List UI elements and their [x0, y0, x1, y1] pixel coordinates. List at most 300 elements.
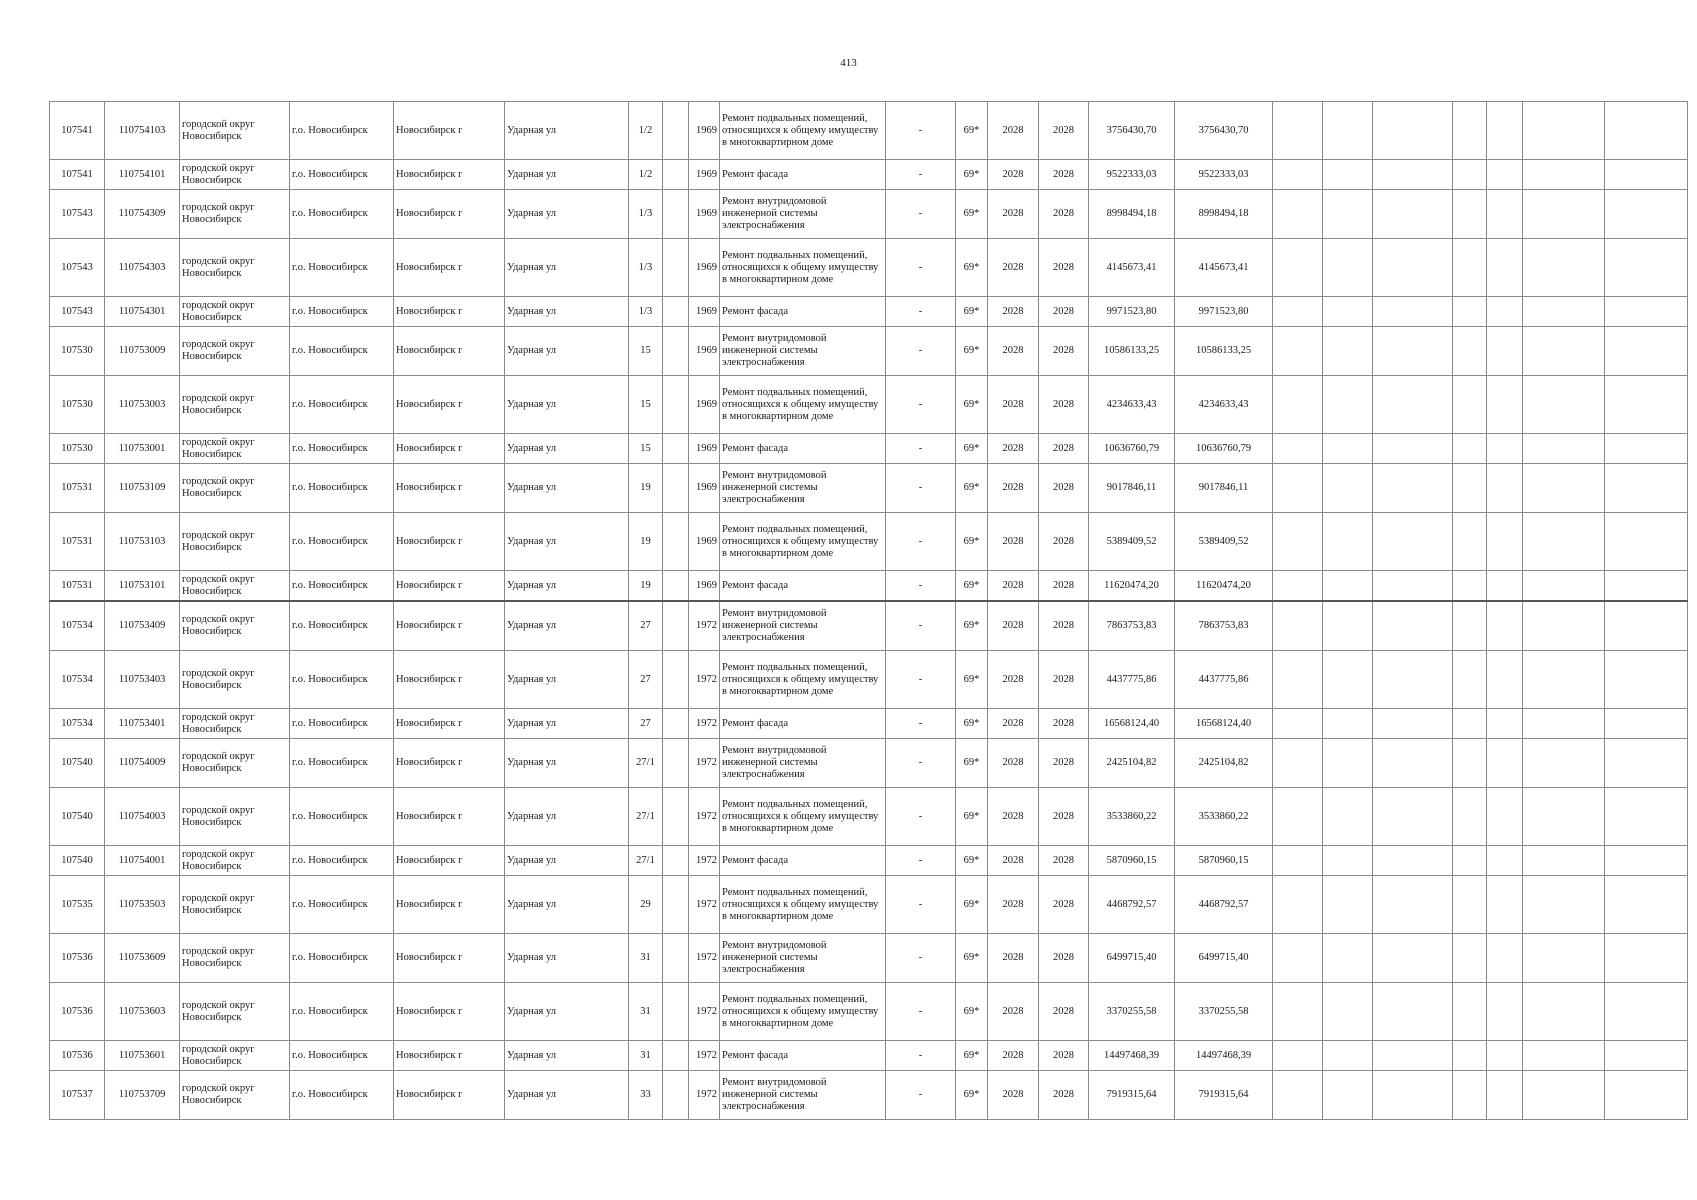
empty-cell [1523, 327, 1605, 376]
empty-cell [1523, 983, 1605, 1041]
element-id-cell: 110754001 [105, 846, 180, 876]
year-to-cell: 2028 [1039, 876, 1089, 934]
code-cell: 69* [956, 160, 988, 190]
cost-total-cell: 10636760,79 [1089, 434, 1175, 464]
element-id-cell: 110753603 [105, 983, 180, 1041]
municipality-cell: городской округ Новосибирск [180, 513, 290, 571]
empty-cell [1605, 434, 1688, 464]
empty-cell [1323, 876, 1373, 934]
municipality-cell: городской округ Новосибирск [180, 190, 290, 239]
table-row [50, 297, 1688, 327]
house-cell: 27/1 [629, 739, 663, 788]
cost-total-cell: 9017846,11 [1089, 464, 1175, 513]
year-to-cell: 2028 [1039, 846, 1089, 876]
settlement-cell: Новосибирск г [394, 376, 505, 434]
table-body [50, 102, 1688, 1120]
house-cell: 19 [629, 513, 663, 571]
element-id-cell: 110753003 [105, 376, 180, 434]
dash-cell: - [886, 571, 956, 602]
empty-cell [1373, 434, 1453, 464]
settlement-short-cell: г.о. Новосибирск [290, 788, 394, 846]
dash-cell: - [886, 102, 956, 160]
reg-id-cell: 107543 [50, 190, 105, 239]
year-from-cell: 2028 [988, 709, 1039, 739]
cost-regional-cell: 9017846,11 [1175, 464, 1273, 513]
element-id-cell: 110754009 [105, 739, 180, 788]
code-cell: 69* [956, 601, 988, 651]
empty-cell [663, 297, 689, 327]
empty-cell [1523, 464, 1605, 513]
house-cell: 19 [629, 571, 663, 602]
work-type-cell: Ремонт внутридомовой инженерной системы электроснабжения [720, 1071, 886, 1120]
settlement-short-cell: г.о. Новосибирск [290, 651, 394, 709]
empty-cell [1453, 160, 1487, 190]
settlement-cell: Новосибирск г [394, 651, 505, 709]
cost-total-cell: 3756430,70 [1089, 102, 1175, 160]
reg-id-cell: 107535 [50, 876, 105, 934]
empty-cell [1487, 846, 1523, 876]
street-cell: Ударная ул [505, 102, 629, 160]
empty-cell [1273, 160, 1323, 190]
empty-cell [1523, 709, 1605, 739]
work-type-cell: Ремонт фасада [720, 571, 886, 602]
empty-cell [1373, 190, 1453, 239]
house-cell: 31 [629, 1041, 663, 1071]
empty-cell [1453, 571, 1487, 602]
house-cell: 15 [629, 434, 663, 464]
dash-cell: - [886, 788, 956, 846]
year-to-cell: 2028 [1039, 327, 1089, 376]
settlement-short-cell: г.о. Новосибирск [290, 434, 394, 464]
reg-id-cell: 107530 [50, 434, 105, 464]
empty-cell [663, 739, 689, 788]
element-id-cell: 110754303 [105, 239, 180, 297]
empty-cell [1523, 651, 1605, 709]
municipality-cell: городской округ Новосибирск [180, 709, 290, 739]
cost-total-cell: 3370255,58 [1089, 983, 1175, 1041]
year-from-cell: 2028 [988, 297, 1039, 327]
cost-total-cell: 7919315,64 [1089, 1071, 1175, 1120]
empty-cell [1273, 464, 1323, 513]
municipality-cell: городской округ Новосибирск [180, 788, 290, 846]
settlement-short-cell: г.о. Новосибирск [290, 376, 394, 434]
table-row [50, 846, 1688, 876]
empty-cell [1453, 983, 1487, 1041]
municipality-cell: городской округ Новосибирск [180, 739, 290, 788]
year-built-cell: 1969 [689, 327, 720, 376]
empty-cell [1453, 513, 1487, 571]
empty-cell [1323, 297, 1373, 327]
municipality-cell: городской округ Новосибирск [180, 297, 290, 327]
empty-cell [663, 709, 689, 739]
settlement-cell: Новосибирск г [394, 601, 505, 651]
house-cell: 1/2 [629, 102, 663, 160]
year-to-cell: 2028 [1039, 160, 1089, 190]
street-cell: Ударная ул [505, 513, 629, 571]
year-from-cell: 2028 [988, 102, 1039, 160]
year-built-cell: 1969 [689, 160, 720, 190]
year-to-cell: 2028 [1039, 934, 1089, 983]
empty-cell [663, 434, 689, 464]
cost-total-cell: 6499715,40 [1089, 934, 1175, 983]
year-from-cell: 2028 [988, 876, 1039, 934]
empty-cell [1273, 376, 1323, 434]
empty-cell [1323, 434, 1373, 464]
reg-id-cell: 107540 [50, 788, 105, 846]
year-built-cell: 1969 [689, 464, 720, 513]
empty-cell [1605, 376, 1688, 434]
empty-cell [1323, 651, 1373, 709]
empty-cell [663, 651, 689, 709]
dash-cell: - [886, 239, 956, 297]
table-row [50, 327, 1688, 376]
cost-regional-cell: 10586133,25 [1175, 327, 1273, 376]
year-from-cell: 2028 [988, 160, 1039, 190]
municipality-cell: городской округ Новосибирск [180, 876, 290, 934]
code-cell: 69* [956, 709, 988, 739]
table-row [50, 739, 1688, 788]
cost-regional-cell: 14497468,39 [1175, 1041, 1273, 1071]
empty-cell [1323, 190, 1373, 239]
year-built-cell: 1972 [689, 876, 720, 934]
street-cell: Ударная ул [505, 876, 629, 934]
work-type-cell: Ремонт подвальных помещений, относящихся к общему имуществу в многоквартирном доме [720, 513, 886, 571]
house-cell: 29 [629, 876, 663, 934]
element-id-cell: 110754003 [105, 788, 180, 846]
empty-cell [1273, 327, 1323, 376]
empty-cell [1323, 934, 1373, 983]
dash-cell: - [886, 983, 956, 1041]
empty-cell [1487, 601, 1523, 651]
empty-cell [1273, 102, 1323, 160]
empty-cell [1373, 788, 1453, 846]
settlement-cell: Новосибирск г [394, 934, 505, 983]
year-from-cell: 2028 [988, 983, 1039, 1041]
street-cell: Ударная ул [505, 601, 629, 651]
street-cell: Ударная ул [505, 651, 629, 709]
empty-cell [1605, 788, 1688, 846]
street-cell: Ударная ул [505, 297, 629, 327]
house-cell: 27/1 [629, 846, 663, 876]
table-row [50, 1041, 1688, 1071]
code-cell: 69* [956, 513, 988, 571]
street-cell: Ударная ул [505, 934, 629, 983]
empty-cell [1605, 190, 1688, 239]
settlement-short-cell: г.о. Новосибирск [290, 464, 394, 513]
empty-cell [663, 327, 689, 376]
code-cell: 69* [956, 876, 988, 934]
settlement-cell: Новосибирск г [394, 983, 505, 1041]
empty-cell [663, 983, 689, 1041]
municipality-cell: городской округ Новосибирск [180, 983, 290, 1041]
house-cell: 15 [629, 376, 663, 434]
year-to-cell: 2028 [1039, 239, 1089, 297]
year-built-cell: 1972 [689, 601, 720, 651]
empty-cell [663, 788, 689, 846]
empty-cell [1487, 571, 1523, 602]
year-to-cell: 2028 [1039, 739, 1089, 788]
municipality-cell: городской округ Новосибирск [180, 651, 290, 709]
year-from-cell: 2028 [988, 788, 1039, 846]
code-cell: 69* [956, 788, 988, 846]
work-type-cell: Ремонт фасада [720, 160, 886, 190]
settlement-short-cell: г.о. Новосибирск [290, 513, 394, 571]
empty-cell [1373, 1041, 1453, 1071]
year-to-cell: 2028 [1039, 434, 1089, 464]
settlement-short-cell: г.о. Новосибирск [290, 601, 394, 651]
empty-cell [1323, 709, 1373, 739]
element-id-cell: 110754101 [105, 160, 180, 190]
element-id-cell: 110753403 [105, 651, 180, 709]
settlement-cell: Новосибирск г [394, 297, 505, 327]
empty-cell [1453, 876, 1487, 934]
table-row [50, 239, 1688, 297]
empty-cell [1453, 297, 1487, 327]
element-id-cell: 110753709 [105, 1071, 180, 1120]
code-cell: 69* [956, 376, 988, 434]
empty-cell [1323, 571, 1373, 602]
settlement-cell: Новосибирск г [394, 434, 505, 464]
page-number: 413 [840, 57, 857, 69]
reg-id-cell: 107536 [50, 1041, 105, 1071]
empty-cell [1273, 739, 1323, 788]
dash-cell: - [886, 651, 956, 709]
empty-cell [1373, 601, 1453, 651]
empty-cell [1273, 434, 1323, 464]
street-cell: Ударная ул [505, 983, 629, 1041]
table-row [50, 464, 1688, 513]
empty-cell [1373, 651, 1453, 709]
dash-cell: - [886, 160, 956, 190]
empty-cell [1323, 739, 1373, 788]
element-id-cell: 110753009 [105, 327, 180, 376]
empty-cell [1273, 1071, 1323, 1120]
work-type-cell: Ремонт подвальных помещений, относящихся к общему имуществу в многоквартирном доме [720, 102, 886, 160]
street-cell: Ударная ул [505, 434, 629, 464]
year-built-cell: 1972 [689, 651, 720, 709]
year-built-cell: 1972 [689, 788, 720, 846]
cost-regional-cell: 3370255,58 [1175, 983, 1273, 1041]
cost-total-cell: 9522333,03 [1089, 160, 1175, 190]
settlement-cell: Новосибирск г [394, 102, 505, 160]
empty-cell [1323, 376, 1373, 434]
element-id-cell: 110753601 [105, 1041, 180, 1071]
empty-cell [1487, 190, 1523, 239]
cost-total-cell: 10586133,25 [1089, 327, 1175, 376]
street-cell: Ударная ул [505, 1041, 629, 1071]
empty-cell [1323, 327, 1373, 376]
cost-regional-cell: 6499715,40 [1175, 934, 1273, 983]
empty-cell [1523, 1041, 1605, 1071]
empty-cell [1373, 297, 1453, 327]
municipality-cell: городской округ Новосибирск [180, 102, 290, 160]
street-cell: Ударная ул [505, 327, 629, 376]
empty-cell [1453, 327, 1487, 376]
reg-id-cell: 107540 [50, 846, 105, 876]
year-to-cell: 2028 [1039, 571, 1089, 602]
year-to-cell: 2028 [1039, 1041, 1089, 1071]
dash-cell: - [886, 1041, 956, 1071]
year-from-cell: 2028 [988, 1041, 1039, 1071]
year-to-cell: 2028 [1039, 983, 1089, 1041]
settlement-short-cell: г.о. Новосибирск [290, 876, 394, 934]
element-id-cell: 110753503 [105, 876, 180, 934]
settlement-cell: Новосибирск г [394, 513, 505, 571]
municipality-cell: городской округ Новосибирск [180, 464, 290, 513]
empty-cell [1605, 571, 1688, 602]
year-from-cell: 2028 [988, 934, 1039, 983]
table-row [50, 160, 1688, 190]
empty-cell [1487, 709, 1523, 739]
reg-id-cell: 107534 [50, 709, 105, 739]
empty-cell [1373, 327, 1453, 376]
settlement-short-cell: г.о. Новосибирск [290, 983, 394, 1041]
empty-cell [1373, 1071, 1453, 1120]
code-cell: 69* [956, 102, 988, 160]
empty-cell [1605, 739, 1688, 788]
street-cell: Ударная ул [505, 709, 629, 739]
year-from-cell: 2028 [988, 601, 1039, 651]
empty-cell [1487, 376, 1523, 434]
empty-cell [1273, 190, 1323, 239]
dash-cell: - [886, 190, 956, 239]
empty-cell [1523, 297, 1605, 327]
empty-cell [1605, 464, 1688, 513]
empty-cell [1453, 846, 1487, 876]
empty-cell [1605, 876, 1688, 934]
empty-cell [663, 571, 689, 602]
empty-cell [663, 876, 689, 934]
settlement-cell: Новосибирск г [394, 876, 505, 934]
empty-cell [1523, 846, 1605, 876]
year-built-cell: 1972 [689, 1071, 720, 1120]
year-to-cell: 2028 [1039, 464, 1089, 513]
settlement-short-cell: г.о. Новосибирск [290, 709, 394, 739]
empty-cell [1523, 190, 1605, 239]
work-type-cell: Ремонт подвальных помещений, относящихся к общему имуществу в многоквартирном доме [720, 876, 886, 934]
cost-total-cell: 4468792,57 [1089, 876, 1175, 934]
empty-cell [1273, 513, 1323, 571]
year-to-cell: 2028 [1039, 651, 1089, 709]
cost-total-cell: 16568124,40 [1089, 709, 1175, 739]
cost-total-cell: 11620474,20 [1089, 571, 1175, 602]
empty-cell [1487, 934, 1523, 983]
empty-cell [663, 376, 689, 434]
year-to-cell: 2028 [1039, 376, 1089, 434]
table-row [50, 571, 1688, 602]
reg-id-cell: 107541 [50, 160, 105, 190]
work-type-cell: Ремонт фасада [720, 434, 886, 464]
cost-total-cell: 4437775,86 [1089, 651, 1175, 709]
year-built-cell: 1969 [689, 297, 720, 327]
empty-cell [1523, 601, 1605, 651]
year-from-cell: 2028 [988, 571, 1039, 602]
empty-cell [1323, 601, 1373, 651]
empty-cell [1453, 464, 1487, 513]
year-built-cell: 1972 [689, 934, 720, 983]
element-id-cell: 110753409 [105, 601, 180, 651]
dash-cell: - [886, 513, 956, 571]
dash-cell: - [886, 601, 956, 651]
empty-cell [1487, 739, 1523, 788]
cost-regional-cell: 5389409,52 [1175, 513, 1273, 571]
reg-id-cell: 107534 [50, 651, 105, 709]
empty-cell [1273, 788, 1323, 846]
code-cell: 69* [956, 327, 988, 376]
empty-cell [1373, 709, 1453, 739]
reg-id-cell: 107543 [50, 297, 105, 327]
municipality-cell: городской округ Новосибирск [180, 434, 290, 464]
empty-cell [1323, 464, 1373, 513]
cost-regional-cell: 4145673,41 [1175, 239, 1273, 297]
year-from-cell: 2028 [988, 434, 1039, 464]
settlement-cell: Новосибирск г [394, 739, 505, 788]
code-cell: 69* [956, 571, 988, 602]
reg-id-cell: 107531 [50, 571, 105, 602]
empty-cell [1487, 102, 1523, 160]
cost-regional-cell: 3533860,22 [1175, 788, 1273, 846]
work-type-cell: Ремонт внутридомовой инженерной системы электроснабжения [720, 464, 886, 513]
reg-id-cell: 107531 [50, 464, 105, 513]
code-cell: 69* [956, 297, 988, 327]
empty-cell [1453, 739, 1487, 788]
year-built-cell: 1969 [689, 376, 720, 434]
year-to-cell: 2028 [1039, 709, 1089, 739]
cost-regional-cell: 7863753,83 [1175, 601, 1273, 651]
empty-cell [1373, 876, 1453, 934]
table-row [50, 788, 1688, 846]
empty-cell [1523, 934, 1605, 983]
work-type-cell: Ремонт внутридомовой инженерной системы электроснабжения [720, 190, 886, 239]
table-row [50, 434, 1688, 464]
empty-cell [1605, 651, 1688, 709]
empty-cell [1487, 788, 1523, 846]
cost-regional-cell: 9971523,80 [1175, 297, 1273, 327]
empty-cell [1523, 513, 1605, 571]
empty-cell [1487, 651, 1523, 709]
empty-cell [1323, 983, 1373, 1041]
street-cell: Ударная ул [505, 160, 629, 190]
municipality-cell: городской округ Новосибирск [180, 601, 290, 651]
table-row [50, 876, 1688, 934]
empty-cell [1487, 434, 1523, 464]
code-cell: 69* [956, 846, 988, 876]
settlement-short-cell: г.о. Новосибирск [290, 102, 394, 160]
empty-cell [1523, 102, 1605, 160]
empty-cell [1487, 983, 1523, 1041]
empty-cell [1323, 513, 1373, 571]
cost-regional-cell: 8998494,18 [1175, 190, 1273, 239]
empty-cell [1323, 1071, 1373, 1120]
municipality-cell: городской округ Новосибирск [180, 327, 290, 376]
element-id-cell: 110754309 [105, 190, 180, 239]
dash-cell: - [886, 1071, 956, 1120]
house-cell: 1/3 [629, 297, 663, 327]
code-cell: 69* [956, 434, 988, 464]
empty-cell [663, 601, 689, 651]
year-to-cell: 2028 [1039, 601, 1089, 651]
dash-cell: - [886, 876, 956, 934]
year-from-cell: 2028 [988, 513, 1039, 571]
empty-cell [1273, 846, 1323, 876]
empty-cell [663, 160, 689, 190]
code-cell: 69* [956, 1041, 988, 1071]
year-built-cell: 1969 [689, 513, 720, 571]
empty-cell [1487, 297, 1523, 327]
empty-cell [663, 513, 689, 571]
empty-cell [1273, 601, 1323, 651]
year-from-cell: 2028 [988, 239, 1039, 297]
